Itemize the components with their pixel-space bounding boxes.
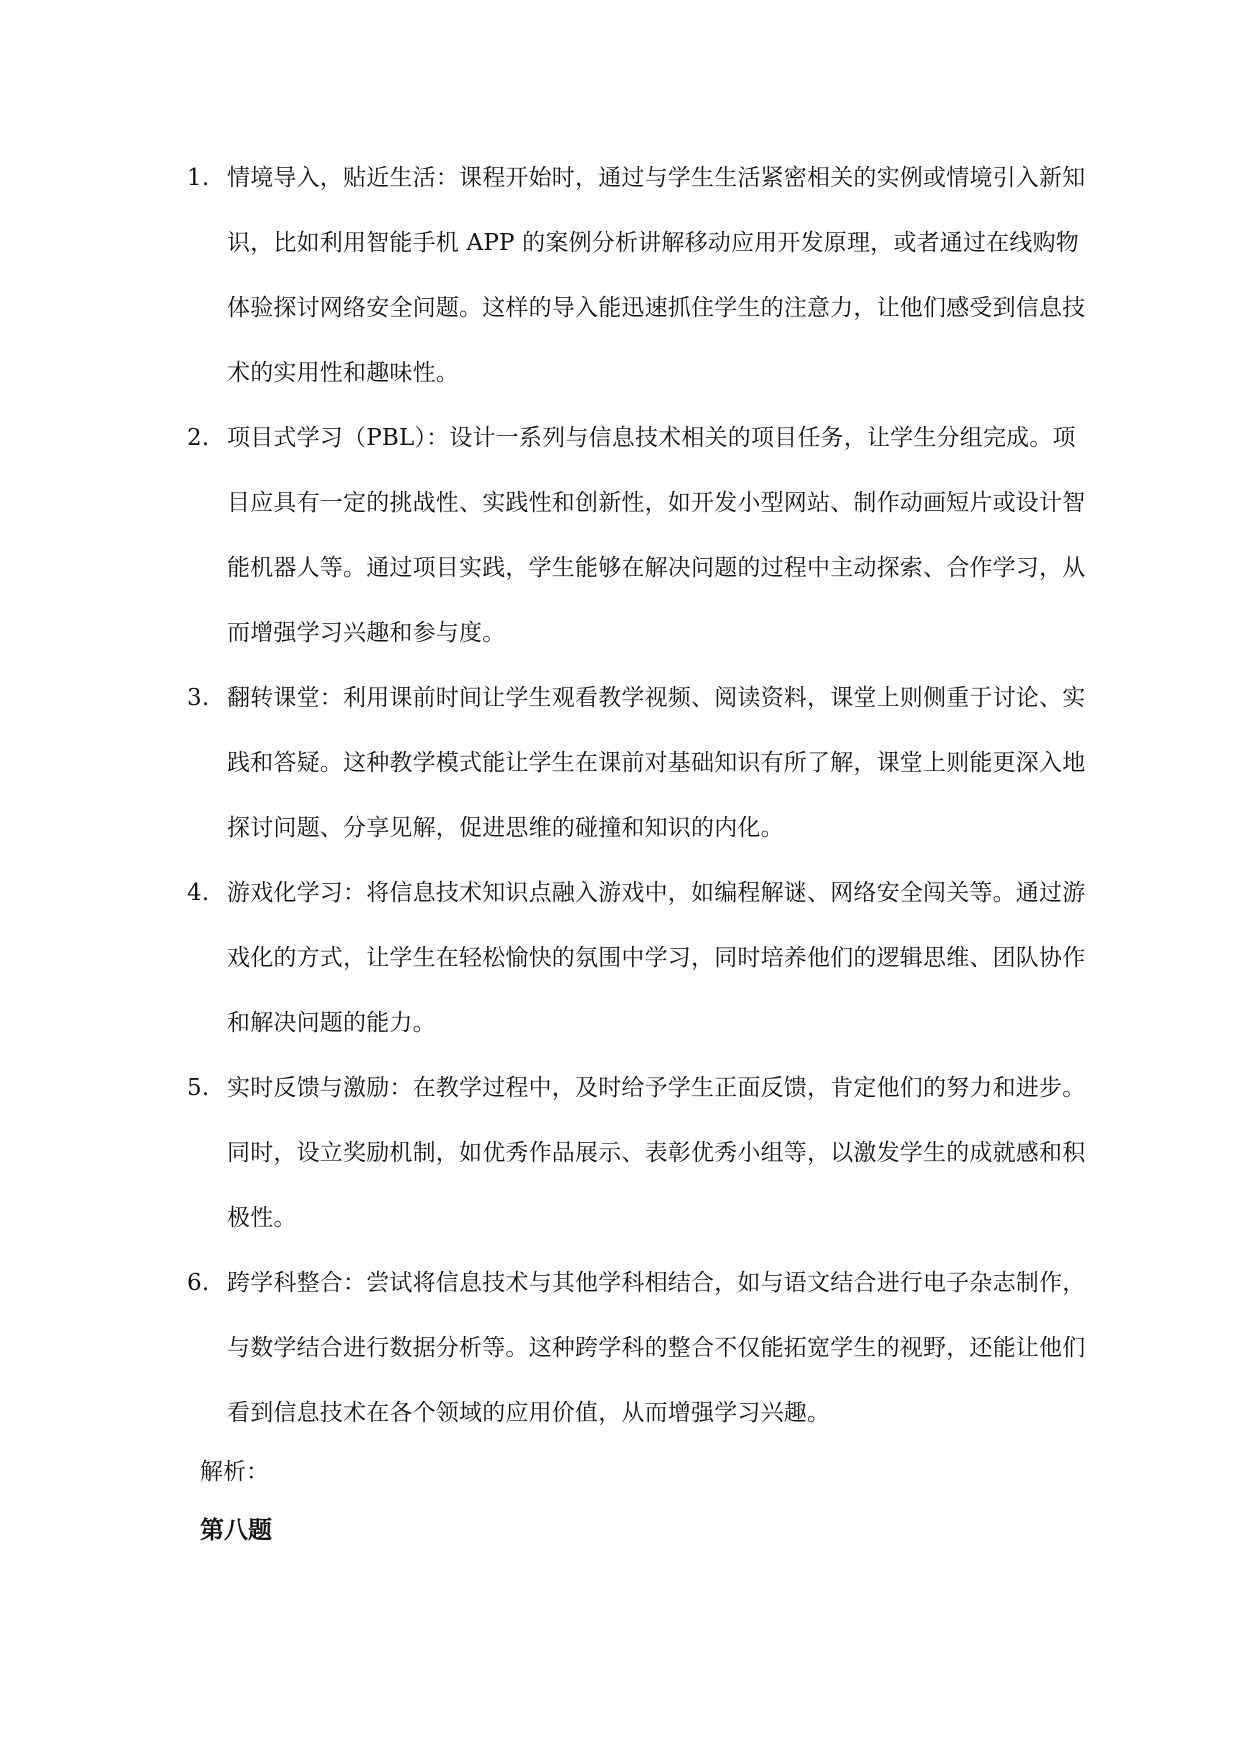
analysis-label: 解析： (200, 1459, 269, 1485)
item-number: 1. (187, 165, 210, 191)
item-number: 3. (187, 685, 210, 711)
strategy-list (187, 146, 1097, 1446)
list-item-3 (187, 666, 1097, 861)
item-text: 翻转课堂：利用课前时间让学生观看教学视频、阅读资料，课堂上则侧重于讨论、实践和答疑。这种教学模式能让学生在课前对基础知识有所了解，课堂上则能更深入地探讨问题、分享见解，促进思维的碰撞和知识的内化。 (227, 685, 1086, 841)
item-number: 4. (187, 880, 210, 906)
item-text: 游戏化学习：将信息技术知识点融入游戏中，如编程解谜、网络安全闯关等。通过游戏化的方式，让学生在轻松愉快的氛围中学习，同时培养他们的逻辑思维、团队协作和解决问题的能力。 (227, 880, 1086, 1036)
item-text: 情境导入，贴近生活：课程开始时，通过与学生生活紧密相关的实例或情境引入新知识，比如利用智能手机 APP 的案例分析讲解移动应用开发原理，或者通过在线购物体验探讨网络安全问题。这样的导入能迅速抓住学生的注意力，让他们感受到信息技术的实用性和趣味性。 (227, 165, 1086, 386)
list-item-5 (187, 1056, 1097, 1251)
item-text: 实时反馈与激励：在教学过程中，及时给予学生正面反馈，肯定他们的努力和进步。同时，设立奖励机制，如优秀作品展示、表彰优秀小组等，以激发学生的成就感和积极性。 (227, 1075, 1086, 1231)
list-item-1 (187, 146, 1097, 406)
item-number: 2. (187, 425, 210, 451)
list-item-4 (187, 861, 1097, 1056)
document-content (187, 146, 1097, 1550)
item-number: 6. (187, 1270, 210, 1296)
item-text: 跨学科整合：尝试将信息技术与其他学科相结合，如与语文结合进行电子杂志制作，与数学结合进行数据分析等。这种跨学科的整合不仅能拓宽学生的视野，还能让他们看到信息技术在各个领域的应用价值，从而增强学习兴趣。 (227, 1270, 1086, 1426)
list-item-6 (187, 1251, 1097, 1446)
list-item-2 (187, 406, 1097, 666)
item-number: 5. (187, 1075, 210, 1101)
item-text: 项目式学习（PBL）：设计一系列与信息技术相关的项目任务，让学生分组完成。项目应具有一定的挑战性、实践性和创新性，如开发小型网站、制作动画短片或设计智能机器人等。通过项目实践，学生能够在解决问题的过程中主动探索、合作学习，从而增强学习兴趣和参与度。 (227, 425, 1086, 646)
next-question-heading: 第八题 (200, 1515, 272, 1544)
